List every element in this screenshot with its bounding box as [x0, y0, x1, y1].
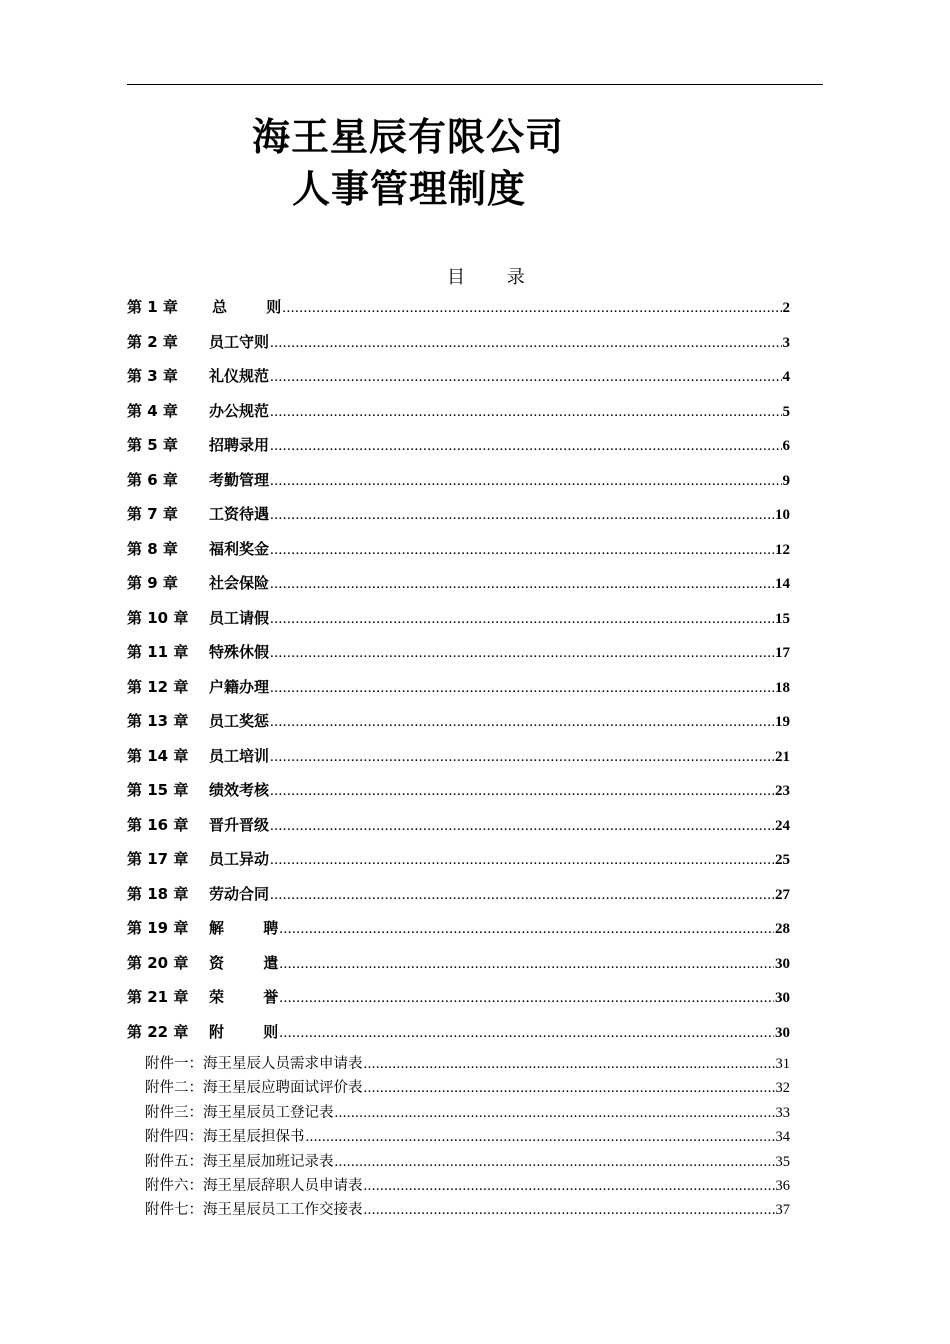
- chapter-title: 解 聘: [209, 919, 279, 937]
- appendix-title: 附件七：海王星辰员工工作交接表: [145, 1202, 363, 1219]
- page-number: 17: [775, 645, 790, 661]
- page-number: 14: [775, 576, 790, 592]
- chapter-number: 第 10 章: [127, 608, 189, 627]
- toc-entry[interactable]: [127, 566, 790, 601]
- page-number: 24: [775, 817, 790, 834]
- dot-leader: [270, 671, 774, 706]
- toc-entry[interactable]: [127, 635, 790, 670]
- toc-entry[interactable]: [127, 290, 790, 325]
- dot-leader: [270, 326, 781, 361]
- toc-entry[interactable]: [127, 980, 790, 1015]
- chapter-number: 第 4 章: [127, 401, 178, 420]
- chapter-number: 第 21 章: [127, 988, 189, 1006]
- appendix-title: 附件三：海王星辰员工登记表: [145, 1104, 334, 1121]
- toc-entry[interactable]: [127, 773, 790, 808]
- dot-leader: [270, 567, 774, 602]
- chapter-number: 第 11 章: [127, 643, 189, 661]
- dot-leader: [270, 636, 774, 671]
- dot-leader: [335, 1101, 775, 1125]
- dot-leader: [279, 1016, 774, 1051]
- appendix-entry[interactable]: [145, 1052, 790, 1076]
- chapter-number: 第 3 章: [127, 367, 178, 385]
- chapter-number: 第 5 章: [127, 436, 178, 454]
- appendix-title: 附件五：海王星辰加班记录表: [145, 1153, 334, 1170]
- dot-leader: [270, 429, 781, 464]
- page-number: 35: [775, 1153, 790, 1170]
- page-number: 4: [782, 369, 790, 385]
- page-number: 30: [775, 990, 790, 1006]
- dot-leader: [282, 291, 781, 326]
- dot-leader: [364, 1198, 775, 1222]
- toc-entry[interactable]: [127, 325, 790, 360]
- chapter-number: 第 12 章: [127, 677, 189, 696]
- toc-entry[interactable]: [127, 911, 790, 946]
- dot-leader: [270, 809, 774, 844]
- appendix-entry[interactable]: [145, 1101, 790, 1125]
- dot-leader: [364, 1174, 775, 1198]
- chapter-number: 第 8 章: [127, 539, 178, 558]
- toc-entry[interactable]: [127, 359, 790, 394]
- chapter-number: 第 9 章: [127, 574, 178, 592]
- page-number: 21: [775, 748, 790, 765]
- page-number: 30: [775, 1024, 790, 1041]
- chapter-number: 第 6 章: [127, 470, 178, 489]
- appendix-list: [145, 1052, 790, 1223]
- chapter-title: 员工请假: [209, 608, 270, 627]
- dot-leader: [270, 498, 774, 533]
- chapter-number: 第 17 章: [127, 850, 189, 868]
- page-number: 27: [775, 886, 790, 903]
- toc-entry[interactable]: [127, 670, 790, 705]
- toc-entry[interactable]: [127, 532, 790, 567]
- table-of-contents: [127, 290, 790, 1049]
- chapter-number: 第 7 章: [127, 505, 178, 523]
- page-number: 6: [782, 438, 790, 454]
- dot-leader: [270, 705, 774, 740]
- toc-entry[interactable]: [127, 842, 790, 877]
- dot-leader: [270, 602, 774, 637]
- toc-entry[interactable]: [127, 704, 790, 739]
- chapter-title: 员工守则: [209, 332, 270, 351]
- chapter-title: 员工培训: [209, 746, 270, 765]
- toc-entry[interactable]: [127, 808, 790, 843]
- chapter-number: 第 15 章: [127, 781, 189, 799]
- dot-leader: [279, 947, 774, 982]
- page-number: 5: [782, 403, 790, 420]
- toc-heading: 目 录: [447, 267, 543, 288]
- appendix-entry[interactable]: [145, 1198, 790, 1222]
- dot-leader: [270, 740, 774, 775]
- header-rule: [127, 84, 823, 85]
- appendix-entry[interactable]: [145, 1125, 790, 1149]
- chapter-number: 第 18 章: [127, 884, 189, 903]
- chapter-title: 员工奖惩: [209, 712, 270, 730]
- chapter-title: 荣 誉: [209, 988, 279, 1006]
- page-number: 18: [775, 679, 790, 696]
- dot-leader: [270, 395, 781, 430]
- appendix-title: 附件四：海王星辰担保书: [145, 1129, 305, 1146]
- chapter-title: 工资待遇: [209, 505, 270, 523]
- chapter-title: 资 遣: [209, 953, 279, 972]
- toc-entry[interactable]: [127, 497, 790, 532]
- page-number: 23: [775, 783, 790, 799]
- page-number: 9: [782, 472, 790, 489]
- dot-leader: [270, 878, 774, 913]
- chapter-title: 考勤管理: [209, 470, 270, 489]
- dot-leader: [364, 1052, 775, 1076]
- chapter-number: 第 19 章: [127, 919, 189, 937]
- page-number: 32: [775, 1080, 790, 1097]
- document-title-policy: 人事管理制度: [292, 167, 527, 211]
- appendix-entry[interactable]: [145, 1174, 790, 1198]
- chapter-title: 办公规范: [209, 401, 270, 420]
- chapter-title: 社会保险: [209, 574, 270, 592]
- toc-entry[interactable]: [127, 428, 790, 463]
- toc-entry[interactable]: [127, 946, 790, 981]
- toc-entry[interactable]: [127, 1015, 790, 1050]
- dot-leader: [270, 843, 774, 878]
- chapter-number: 第 14 章: [127, 746, 189, 765]
- page-number: 12: [775, 541, 790, 558]
- chapter-title: 员工异动: [209, 850, 270, 868]
- chapter-title: 晋升晋级: [209, 815, 270, 834]
- page-number: 19: [775, 714, 790, 730]
- appendix-entry[interactable]: [145, 1076, 790, 1100]
- dot-leader: [270, 464, 781, 499]
- chapter-number: 第 22 章: [127, 1022, 189, 1041]
- chapter-number: 第 2 章: [127, 332, 178, 351]
- chapter-number: 第 13 章: [127, 712, 189, 730]
- chapter-title: 附 则: [209, 1022, 279, 1041]
- chapter-title: 户籍办理: [209, 677, 270, 696]
- chapter-title: 劳动合同: [209, 884, 270, 903]
- dot-leader: [279, 981, 774, 1016]
- appendix-entry[interactable]: [145, 1150, 790, 1174]
- chapter-title: 福利奖金: [209, 539, 270, 558]
- page-number: 34: [775, 1129, 790, 1146]
- toc-entry[interactable]: [127, 394, 790, 429]
- document-title-company: 海王星辰有限公司: [252, 115, 565, 159]
- dot-leader: [270, 533, 774, 568]
- chapter-title: 招聘录用: [209, 436, 270, 454]
- toc-entry[interactable]: [127, 463, 790, 498]
- page-number: 25: [775, 852, 790, 868]
- dot-leader: [306, 1125, 775, 1149]
- page-number: 2: [782, 300, 790, 316]
- page-number: 15: [775, 610, 790, 627]
- appendix-title: 附件六：海王星辰辞职人员申请表: [145, 1177, 363, 1194]
- appendix-title: 附件二：海王星辰应聘面试评价表: [145, 1080, 363, 1097]
- dot-leader: [270, 360, 781, 395]
- page-number: 36: [775, 1177, 790, 1194]
- chapter-title: 礼仪规范: [209, 367, 270, 385]
- dot-leader: [335, 1150, 775, 1174]
- page-number: 3: [782, 334, 790, 351]
- appendix-title: 附件一：海王星辰人员需求申请表: [145, 1056, 363, 1072]
- page-number: 10: [775, 507, 790, 523]
- toc-entry[interactable]: [127, 877, 790, 912]
- page-number: 33: [775, 1104, 790, 1121]
- page-number: 37: [775, 1202, 790, 1219]
- dot-leader: [364, 1076, 775, 1100]
- chapter-number: 第 1 章: [127, 298, 178, 316]
- chapter-title: 特殊休假: [209, 643, 270, 661]
- dot-leader: [279, 912, 774, 947]
- chapter-title: 绩效考核: [209, 781, 270, 799]
- toc-entry[interactable]: [127, 739, 790, 774]
- chapter-title: 总 则: [212, 298, 282, 316]
- chapter-number: 第 16 章: [127, 815, 189, 834]
- page-number: 31: [775, 1056, 790, 1072]
- dot-leader: [270, 774, 774, 809]
- page-number: 30: [775, 955, 790, 972]
- chapter-number: 第 20 章: [127, 953, 189, 972]
- toc-entry[interactable]: [127, 601, 790, 636]
- page-number: 28: [775, 921, 790, 937]
